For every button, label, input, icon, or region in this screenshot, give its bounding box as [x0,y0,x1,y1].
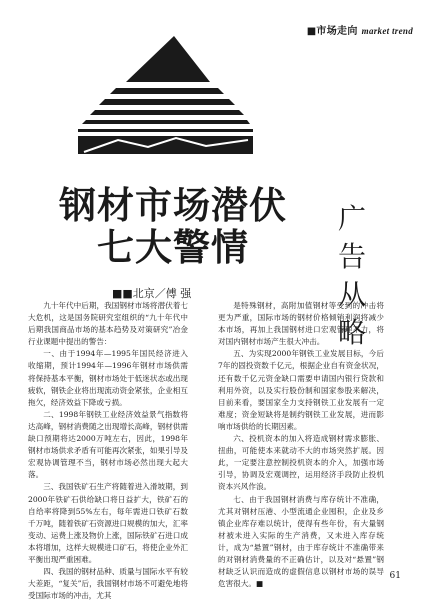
paragraph: 四、我国的钢材品种、质量与国际水平有较大差距，“复关”后，我国钢材市场不可避免地将受国际市场的冲击，尤其 [28,567,188,601]
paragraph: 五、为实现2000年钢铁工业发展目标，今后7年的固投资数千亿元，根据企业自有资金状况，还有数千亿元资金缺口需要申请国内银行贷款和利用外资，以及实行股份制和国家参股来解决，目前来看，要国家全力支持钢铁工业发展有一定难度；资金短缺将是制约钢铁工业发展，进而影响市场供给的长期因素。 [218,349,384,431]
section-en: market trend [361,26,413,36]
paragraph: 是特殊钢材，高附加值钢材等受到的冲击将更为严重，国际市场的钢材价格倾销利润将减少本市场，再加上我国钢材进口宏观管理不力，将对国内钢材市场产生很大冲击。 [218,301,384,347]
section-marker: ■市场走向 [306,26,358,37]
paragraph: 九十年代中后期，我国钢材市场将潜伏着七大危机，这是国务院研究室组织的“九十年代中后期我国商品市场的基本趋势及对策研究”冶金行业课题中提出的警告： [28,301,188,347]
byline: ■■北京／傅 强 [112,287,192,300]
paragraph: 一、由于1994年—1995年国民经济进入收缩期，预计1994年—1996年钢材市场供需将保持基本平衡，钢材市场处于低迷状态或出现疲软，钢铁企业将出现流动资金紧张，企业相互拖欠，经济效益下降或亏损。 [28,349,188,407]
vertical-char: 略 [337,316,366,349]
paragraph: 七、由于我国钢材消费与库存统计不准确，尤其对钢材压港、小型流通企业囤积，企业及乡镇企业库存难以统计，使得有些年份，有大量钢材被未进入实际的生产消费，又未进入库存统计，成为“悬置”钢材，由于库存统计不准确带来的对钢材消费量的不正确估计，以及对“悬置”钢材缺乏认识而造成的虚假信息以钢材市场的误导危害很大。■ [218,494,384,589]
paragraph: 三、我国铁矿石生产将随着进入滑坡期，到2000年铁矿石供给缺口将日益扩大，铁矿石的自给率将降到55%左右，每年需进口铁矿石数千万吨，随着铁矿石资源进口规模的加大，汇率变动、运费上涨及物价上涨，国际铁矿石进口成本将增加，这样大规模进口矿石，将使企业外汇平衡出现严重困难。 [28,482,188,564]
pyramid-illustration [78,36,253,154]
right-column [218,300,384,590]
pyramid-peak [126,36,210,82]
paragraph: 二、1998年钢铁工业经济效益景气指数将达高峰，钢材消费随之出现增长高峰，钢材供需缺口预期将达2000万吨左右，因此，1998年钢材市场供求矛盾有可能再次紧张，如果引导及宏观协调管理不当，钢材市场必然出现大起大落。 [28,409,188,480]
title-line-2: 七大警情 [97,226,249,269]
title-line-1: 钢材市场潜伏 [59,184,287,227]
page-number: 61 [389,571,401,581]
left-column [28,300,188,602]
paragraph: 六、投机资本的加入将造成钢材需求膨胀、扭曲，可能使本来就动不大的市场突然扩展。因此，一定要注意控制投机资本的介入，加强市场引导，协调及宏观调控，运用经济手段防止投机资本兴风作浪。 [218,434,384,492]
vertical-char: 告 [337,240,366,273]
pyramid-bands [78,88,253,132]
vertical-char: 从 [337,278,366,311]
section-tag [307,22,413,37]
vertical-char: 广 [337,202,366,235]
